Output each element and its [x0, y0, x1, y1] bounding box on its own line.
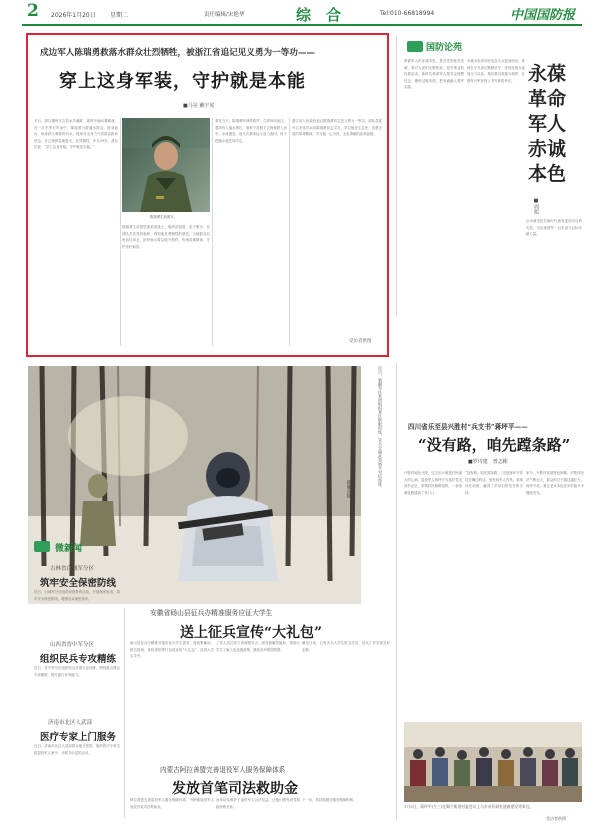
news-item-2-body: 近日，晋中军分区组织民兵开展专业训练，围绕重点课目专攻精练，提升遂行任务能力。 [34, 666, 120, 677]
lead-body-col-3: 事发当天，陈瑞勇听到呼救声，立即冲向河边。看到有人落水挣扎，他来不及脱下衣物便跃入河中。水流湍急，他几次被冲远又奋力游回，终于把落水者托向岸边。 [215, 119, 287, 143]
section-title: 综 合 [296, 6, 342, 24]
news-tag-icon [34, 541, 50, 552]
lead-byline: ■马昊 戴宇虎 [183, 103, 215, 109]
group-photo-image [404, 722, 582, 802]
column-label: 国防论苑 [426, 43, 463, 53]
village-meeting-photo [404, 722, 582, 802]
soldier-portrait-image [122, 118, 210, 212]
feature2-body-1: 兴胜村地处丘陵，过去出行难是村民最大的心病。退役军人蒋坪平当选村党支部书记后，带领村民修路架桥，一条条硬化路通到了家门口。 [404, 471, 462, 495]
newsroom-phone: Tel:010-66818994 [380, 10, 435, 17]
issue-date: 2026年1月20日 [51, 12, 96, 19]
lead-body-col-4: 浙江省人民政府追记陈瑞勇同志见义勇为一等功。部队党委号召全体官兵向陈瑞勇同志学习，学习他舍生忘死、英勇无畏的革命精神，学习他一心为民、无私奉献的崇高品格。 [292, 119, 382, 137]
training-photo-credit: 陈耀东摄 [346, 480, 351, 498]
feature2-body-3: 如今，兴胜村发展特色种植，村集体经济不断壮大，群众的日子越过越红火。蒋坪平说，要让老兵本色在乡村振兴中继续发光。 [526, 471, 584, 495]
column-rule [396, 36, 397, 316]
story3-body-1: 砀山县征兵办精准对接应征大学生需求，将政策解读、报名指南、体检须知等打包成宣传“大礼包”，送到大学生手中。 [130, 641, 214, 659]
story4-body-2: 此举切实维护了退役军人合法权益，让他们感受到党和政府的关怀。 [216, 798, 300, 809]
masthead-rule [22, 24, 582, 26]
news-item-3-region: 济南市北区人武部 [48, 720, 93, 726]
lead-photo-caption: 陈瑞勇生前照片。 [150, 215, 178, 219]
story4-body-1: 阿拉善盟完善退役军人服务保障体系，为困难退役军人发放首笔司法救助金。 [130, 798, 214, 809]
training-photo-caption: 近日，新疆军区某团组织寒区极限训练，官兵全副武装展开对抗演练。 [378, 366, 383, 490]
column-body-3: 让赤诚本色在新时代焕发更加夺目的光彩，为实现建军一百年奋斗目标贡献力量。 [526, 219, 582, 237]
lead-headline: 穿上这身军装，守护就是本能 [59, 71, 306, 92]
lead-portrait-photo [122, 118, 210, 212]
paper-logo: 中国国防报 [510, 8, 576, 23]
news-item-3-title: 医疗专家上门服务 [40, 732, 117, 743]
news-item-3-body: 近日，济南市北区人武部联合地方医院，组织医疗专家走进退役军人家中，开展义诊送医活动。 [34, 744, 120, 755]
feature2-headline: “没有路，咱先蹚条路” [418, 436, 571, 454]
feature2-byline: ■罗诗建 曾志彬 [468, 459, 508, 465]
news-item-2-region: 山西省晋中军分区 [50, 642, 95, 648]
lead-photo-credit: 受访者供图 [349, 339, 372, 344]
lead-body-col-1: 冬日，浙江湖州安吉县水乡溪畔，寒风中涌动着暖意。在一次冬季行军途中，陈瑞勇为救落水群众，挺身而出，纵身跃入刺骨的河水。他用尽全身力气将群众推向岸边，自己却被急流卷走，壮烈牺牲，年仅29岁。战友们说：“穿上这身军装，守护就是本能。” [34, 119, 118, 150]
issue-weekday: 星期二 [110, 12, 129, 19]
responsible-editor: 责任编辑/宋艳华 [204, 12, 245, 18]
feature2-photo-caption: 1月5日，蒋坪平(左三)在蜀宁街道村委会议上与乡亲们研究道路建设等事宜。 [404, 804, 534, 809]
story3-body-3: 截至目前，已有多名大学生报名应征，征兵工作呈现良好态势。 [302, 641, 390, 652]
column-rule [124, 608, 125, 818]
feature2-body-2: “没有路，咱先蹚条路。”这是蒋坪平常挂在嘴边的话。他发扬军人作风，事事冲在前面，赢得了乡亲们的信任和支持。 [465, 471, 523, 495]
lead-body-col-2: 陈瑞勇生前是驻浙某部战士。他热爱祖国，忠于职守，在部队多次受到表彰。得知他英勇牺牲的消息，当地群众自发前往悼念，纷纷表示要以他为榜样，传承英雄精神，守护美好家园。 [122, 225, 210, 249]
column-rule [396, 362, 397, 820]
column-rule [212, 118, 213, 346]
story3-body-2: 工作人员还设立咨询服务点，面对面解答疑问，帮助大学生了解入伍优惠政策，激发参军报国热情。 [216, 641, 300, 652]
column-title-line: 赤诚 [528, 138, 567, 160]
column-byline: ■周彪 [533, 198, 539, 214]
news-item-1-title: 筑牢安全保密防线 [40, 578, 117, 589]
column-rule [289, 118, 290, 346]
story4-body-3: 下一步，将持续健全服务保障机制。 [302, 798, 357, 802]
page-number: 2 [27, 1, 39, 21]
news-label: 微新闻 [55, 544, 83, 554]
story4-kicker: 内蒙古阿拉善盟完善退役军人服务保障体系 [160, 766, 286, 774]
column-body-2: 赤诚本色体现在危急关头挺身而出，体现在平凡岗位默默坚守，体现在练兵备战全力以赴。我们要以英雄为榜样，在强军兴军征程上书写新的荣光。 [467, 59, 525, 83]
news-item-2-title: 组织民兵专攻精练 [40, 654, 117, 665]
story4-headline: 发放首笔司法救助金 [172, 781, 298, 797]
column-title-line: 革命 [528, 88, 567, 110]
feature2-photo-credit: 受访者供图 [546, 816, 566, 821]
story3-kicker: 安徽省砀山县征兵办精准服务应征大学生 [150, 609, 273, 617]
column-title-line: 军人 [528, 113, 567, 135]
column-title-line: 永葆 [528, 63, 567, 85]
lead-kicker: 戍边军人陈瑞勇救落水群众壮烈牺牲，被浙江省追记见义勇为一等功—— [40, 48, 316, 58]
column-rule [120, 118, 121, 346]
story3-headline: 送上征兵宣传“大礼包” [180, 625, 323, 641]
column-title [528, 62, 578, 187]
masthead [0, 0, 600, 28]
column-tag-icon [407, 41, 423, 52]
news-item-1-region: 吉林省白城军分区 [50, 566, 95, 572]
feature2-kicker: 四川省乐至县兴胜村“兵支书”蒋坪平—— [408, 423, 528, 431]
column-title-line: 本色 [528, 163, 567, 185]
news-item-1-body: 近日，白城军分区组织保密教育活动，开展保密检查，筑牢安全保密防线，增强官兵保密意识。 [34, 590, 120, 601]
column-body-1: 革命军人的赤诚本色，是对党的绝对忠诚，是对人民的无限热爱，是对事业的执着追求。新时代革命军人要坚定理想信念，锤炼过硬本领，把赤诚融入强军实践。 [404, 59, 464, 90]
